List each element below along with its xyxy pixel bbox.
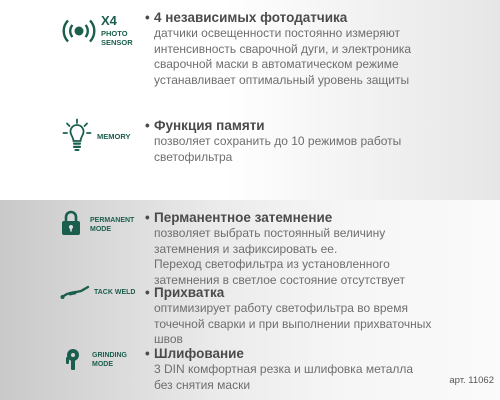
- grinding-label-line2: MODE: [92, 361, 113, 368]
- bullet: •: [145, 210, 150, 225]
- sensor-count: X4: [101, 13, 117, 28]
- sensor-label-line2: SENSOR: [101, 38, 133, 47]
- feature-description: датчики освещенности постоянно измеряют интенсивность сварочной дуги, и электроника сварочной маски в автоматическом режиме устанавливает оптимальный уровень защиты: [154, 26, 412, 87]
- sensor-rings-icon: [62, 12, 96, 50]
- permanent-label-line1: PERMANENT: [90, 217, 135, 224]
- feature-description: позволяет сохранить до 10 режимов работы светофильтра: [154, 134, 402, 164]
- grinder-icon: [62, 347, 84, 371]
- feature-title: • 4 независимых фотодатчика: [145, 10, 348, 25]
- feature-description: оптимизирует работу светофильтра во время точечной сварки и при выполнении прихваточных швов: [154, 301, 432, 347]
- bullet: •: [145, 10, 150, 25]
- bullet: •: [145, 285, 150, 300]
- padlock-icon: [60, 210, 82, 236]
- feature-photo-sensors: [145, 10, 490, 88]
- feature-title: • Прихватка: [145, 285, 225, 300]
- tack-weld-label: TACK WELD: [94, 289, 136, 296]
- lightbulb-icon: [62, 118, 92, 154]
- feature-description: позволяет выбрать постоянный величину затемнения и зафиксировать ее. Переход светофильтра из установленного затемнения в светлое состояние отсутствует: [154, 226, 405, 287]
- memory-label: MEMORY: [97, 132, 131, 141]
- sensor-label-line1: PHOTO: [101, 29, 128, 38]
- grinding-label-line1: GRINDING: [92, 352, 127, 359]
- feature-memory: [145, 118, 490, 165]
- article-number: арт. 11062: [449, 375, 494, 386]
- bullet: •: [145, 118, 150, 133]
- feature-title: • Перманентное затемнение: [145, 210, 333, 225]
- feature-grinding: [145, 346, 490, 393]
- feature-description: 3 DIN комфортная резка и шлифовка металла без снятия маски: [154, 362, 414, 392]
- bullet: •: [145, 346, 150, 361]
- feature-tack-weld: [145, 285, 490, 348]
- feature-title: • Функция памяти: [145, 118, 265, 133]
- welding-torch-icon: [60, 284, 90, 300]
- feature-permanent: [145, 210, 490, 288]
- permanent-label-line2: MODE: [90, 226, 111, 233]
- feature-title: • Шлифование: [145, 346, 244, 361]
